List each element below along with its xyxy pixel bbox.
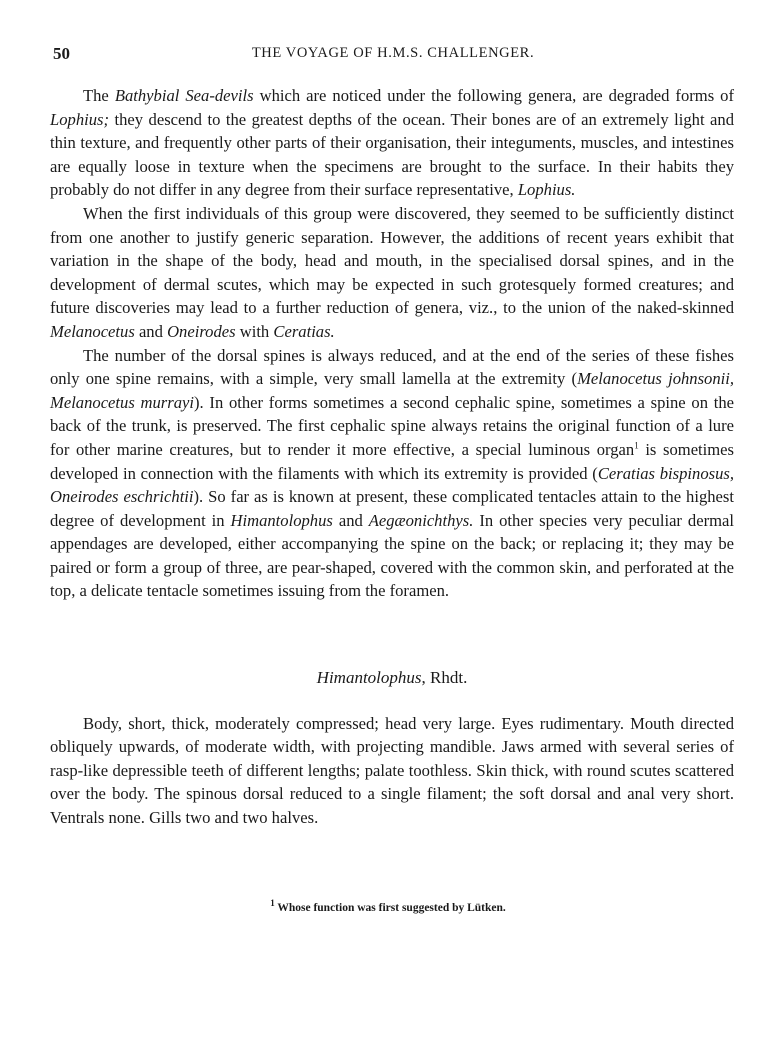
italic-term: Bathybial Sea-devils bbox=[114, 86, 254, 105]
text-run: with bbox=[235, 321, 274, 341]
paragraph bbox=[50, 344, 734, 604]
italic-term: Ceratias. bbox=[273, 321, 335, 341]
text-run: In other species very peculiar dermal appendages are developed, either accompanying the spine on the back; or replacing it; they may be paired or form a group of three, are pear-shaped, covered with the common skin, and perforated at the top, a delicate tentacle sometimes issuing from the foramen. bbox=[50, 510, 734, 601]
italic-term: Himantolophus bbox=[230, 510, 333, 530]
footnote-reference: 1 bbox=[634, 440, 639, 451]
italic-term: Melanocetus johnsonii, Melanocetus murrayi bbox=[50, 369, 734, 412]
italic-term: Melanocetus bbox=[50, 321, 135, 341]
text-run: and bbox=[332, 510, 369, 530]
footnote-marker: 1 bbox=[270, 898, 275, 909]
body-text bbox=[50, 84, 734, 830]
footnote-text: Whose function was first suggested by Lütken. bbox=[277, 902, 506, 914]
italic-term: Ceratias bispinosus, Oneirodes eschrichtii bbox=[50, 463, 734, 507]
text-run: The number of the dorsal spines is always reduced, and at the end of the series of these fishes only one spine remains, with a simple, very small lamella at the extremity ( bbox=[50, 345, 734, 389]
italic-term: Lophius. bbox=[517, 180, 576, 200]
paragraph bbox=[50, 202, 734, 344]
text-run: ). In other forms sometimes a second cephalic spine, sometimes a spine on the back of the trunk, is preserved. The first cephalic spine always retains the original function of a lure for other marine creatures, but to render it more effective, a special luminous organ bbox=[50, 392, 735, 459]
paragraph bbox=[50, 84, 734, 202]
italic-term: Aegæonichthys. bbox=[368, 510, 474, 530]
genus-author: , Rhdt. bbox=[421, 668, 468, 688]
text-run: ). So far as is known at present, these complicated tentacles attain to the highest degree of development in bbox=[50, 487, 734, 530]
text-run: is sometimes developed in connection with the filaments with which its extremity is provided ( bbox=[50, 439, 735, 483]
running-title: THE VOYAGE OF H.M.S. CHALLENGER. bbox=[251, 45, 535, 61]
italic-term: Oneirodes bbox=[167, 321, 236, 341]
section-heading bbox=[50, 666, 734, 690]
page-number: 50 bbox=[53, 44, 70, 63]
genus-description: Body, short, thick, moderately compressed; head very large. Eyes rudimentary. Mouth directed obliquely upwards, of moderate width, with projecting mandible. Jaws armed with several series of rasp-like depressible teeth of different lengths; palate toothless. Skin thick, with round scutes scattered over the body. The spinous dorsal reduced to a single filament; the soft dorsal and anal very short. Ventrals none. Gills two and two halves. bbox=[50, 713, 734, 828]
footnote bbox=[0, 898, 776, 914]
italic-term: Lophius; bbox=[50, 109, 110, 129]
text-run: and bbox=[134, 321, 168, 341]
text-run: The bbox=[83, 86, 115, 105]
page-header bbox=[53, 44, 733, 66]
text-run: When the first individuals of this group were discovered, they seemed to be sufficiently distinct from one another to justify generic separation. However, the additions of recent years exhibit that variation in the shape of the body, head and mouth, in the specialised dorsal spines, and in the development of dermal scutes, which may be expected in such grotesquely formed creatures; and future discoveries may lead to a further reduction of genera, viz., to the union of the naked-skinned bbox=[50, 203, 734, 318]
text-run: which are noticed under the following genera, are degraded forms of bbox=[253, 86, 734, 105]
genus-name: Himantolophus bbox=[316, 668, 422, 688]
text-run: they descend to the greatest depths of the ocean. Their bones are of an extremely light and thin texture, and frequently other parts of their organisation, their integuments, muscles, and intestines are equally loose in texture when the specimens are brought to the surface. In their habits they probably do not differ in any degree from their surface representative, bbox=[50, 109, 734, 200]
